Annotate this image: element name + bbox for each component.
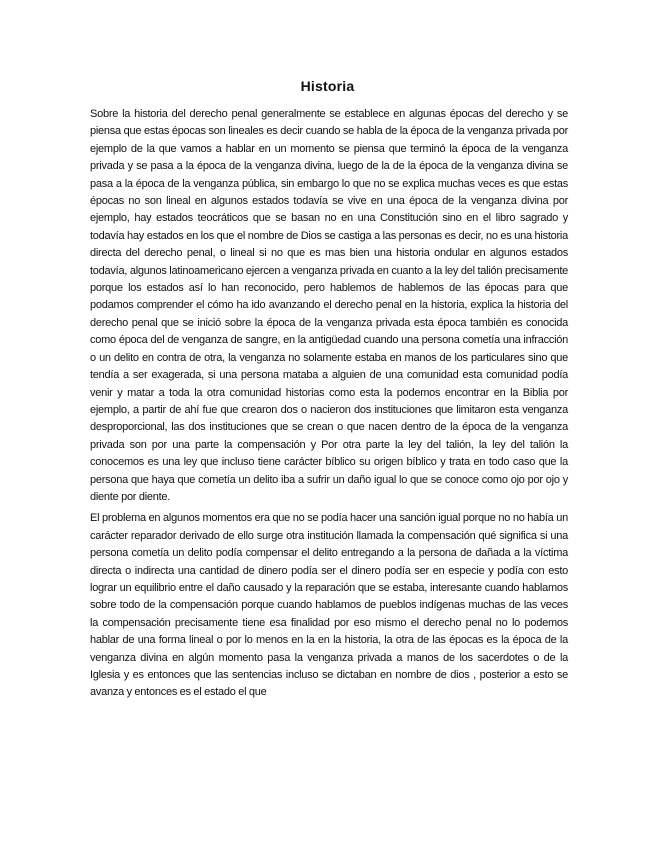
document-title: Historia xyxy=(300,78,355,94)
document-body xyxy=(90,106,568,702)
paragraph-1: Sobre la historia del derecho penal generalmente se establece en algunas épocas del derecho y se piensa que estas épocas son lineales es decir cuando se habla de la época de la venganza privada por ejemplo de la que vamos a hablar en un momento se piensa que terminó la época de la venganza privada y se pasa a la época de la venganza divina, luego de la de la época de la venganza divina se pasa a la época de la venganza pública, sin embargo lo que no se explica muchas veces es que estas épocas no son lineal en algunos estados todavía se vive en una época de la venganza divina por ejemplo, hay estados teocráticos que se basan no en una Constitución sino en el libro sagrado y todavía hay estados en los que el nombre de Dios se castiga a las personas es decir, no es una historia directa del derecho penal, o lineal si no que es mas bien una historia ondular en algunos estados todavía, algunos latinoamericano ejercen a venganza privada en cuanto a la ley del talión precisamente porque los estados así lo han reconocido, pero hablemos de hablemos de las épocas para que podamos comprender el cómo ha ido avanzando el derecho penal en la historia, explica la historia del derecho penal que se inició sobre la época de la venganza privada esta época también es conocida como época del de venganza de sangre, en la antigüedad cuando una persona cometía una infracción o un delito en contra de otra, la venganza no solamente estaba en manos de los particulares sino que tendía a ser exagerada, si una persona mataba a alguien de una comunidad esta comunidad podía venir y matar a toda la otra comunidad historias como esta la podemos encontrar en la Biblia por ejemplo, a partir de ahí fue que crearon dos o nacieron dos instituciones que limitaron esta venganza desproporcional, las dos instituciones que se crean o que nacen dentro de la época de la venganza privada son por una parte la compensación y Por otra parte la ley del talión, la ley del talión la conocemos es una ley que incluso tiene carácter bíblico su origen bíblico y trata en todo caso que la persona que haya que cometía un delito iba a sufrir un daño igual lo que se conoce como ojo por ojo y diente por diente. xyxy=(90,108,568,503)
paragraph-2: El problema en algunos momentos era que no se podía hacer una sanción igual porque no no había un carácter reparador derivado de ello surge otra institución llamada la compensación qué significa si una persona cometía un delito podía compensar el delito entregando a la persona de dañada a la víctima directa o indirecta una cantidad de dinero podía ser el dinero podía ser en especie y podía con esto lograr un equilibrio entre el daño causado y la reparación que se estaba, interesante cuando hablamos sobre todo de la compensación porque cuando hablamos de pueblos indígenas muchas de las veces la compensación precisamente tiene esa finalidad por eso mismo el derecho penal no lo podemos hablar de una forma lineal o por lo menos en la en la historia, la otra de las épocas es la época de la venganza divina en algún momento pasa la venganza privada a manos de los sacerdotes o de la Iglesia y es entonces que las sentencias incluso se dictaban en nombre de dios , posterior a esto se avanza y entonces es el estado el que xyxy=(90,512,568,699)
